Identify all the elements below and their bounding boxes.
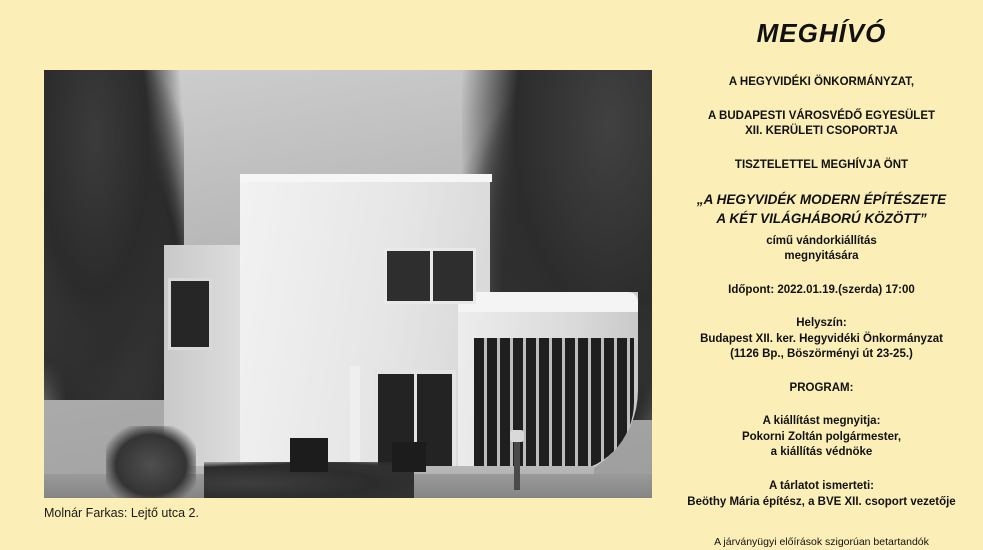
opening-role: a kiállítás védnöke: [770, 446, 873, 459]
organizer-line-2: A BUDAPESTI VÁROSVÉDŐ EGYESÜLET: [707, 109, 936, 122]
garden-chair: [290, 438, 328, 472]
photo-caption: Molnár Farkas: Lejtő utca 2.: [44, 506, 199, 520]
garden-lamp-head: [510, 430, 524, 442]
footer-note: A járványügyi előírások szigorúan betartandók: [714, 536, 929, 549]
program-label: PROGRAM:: [789, 381, 854, 394]
villa-roof-line: [240, 174, 492, 182]
organizer-line-3: XII. KERÜLETI CSOPORTJA: [745, 125, 898, 138]
photo-block: [44, 70, 652, 520]
event-datetime: Időpont: 2022.01.19.(szerda) 17:00: [728, 283, 915, 296]
opening-label: A kiállítást megnyitja:: [762, 415, 881, 428]
organizer-line-1: A HEGYVIDÉKI ÖNKORMÁNYZAT,: [728, 76, 915, 88]
curved-glass-wall: [474, 338, 634, 472]
invites-line: TISZTELETTEL MEGHÍVJA ÖNT: [734, 158, 909, 171]
foreground-shrub: [106, 426, 196, 498]
exhibition-subtitle-2: megnyitására: [784, 250, 859, 263]
opening-person: Pokorni Zoltán polgármester,: [741, 430, 902, 443]
villa-curve-band: [458, 292, 638, 312]
venue-line-2: (1126 Bp., Böszörményi út 23-25.): [730, 348, 913, 361]
garden-lamp-post: [514, 438, 520, 490]
garden-chair: [392, 442, 426, 472]
guide-person: Beöthy Mária építész, a BVE XII. csoport vezetője: [687, 495, 956, 508]
side-window: [168, 278, 212, 350]
invitation-text-column: [660, 0, 983, 550]
upper-window: [384, 248, 476, 304]
venue-label: Helyszín:: [796, 317, 847, 330]
guide-label: A tárlatot ismerteti:: [768, 480, 874, 492]
tree-left-icon: [44, 70, 184, 400]
page-title: MEGHÍVÓ: [756, 18, 887, 48]
exhibition-subtitle-1: című vándorkiállítás: [766, 234, 877, 247]
exhibition-title-line-1: „A HEGYVIDÉK MODERN ÉPÍTÉSZETE: [696, 192, 947, 208]
villa-photograph: [44, 70, 652, 498]
exhibition-title-line-2: A KÉT VILÁGHÁBORÚ KÖZÖTT”: [716, 210, 927, 226]
venue-line-1: Budapest XII. ker. Hegyvidéki Önkormányzat: [700, 332, 943, 345]
